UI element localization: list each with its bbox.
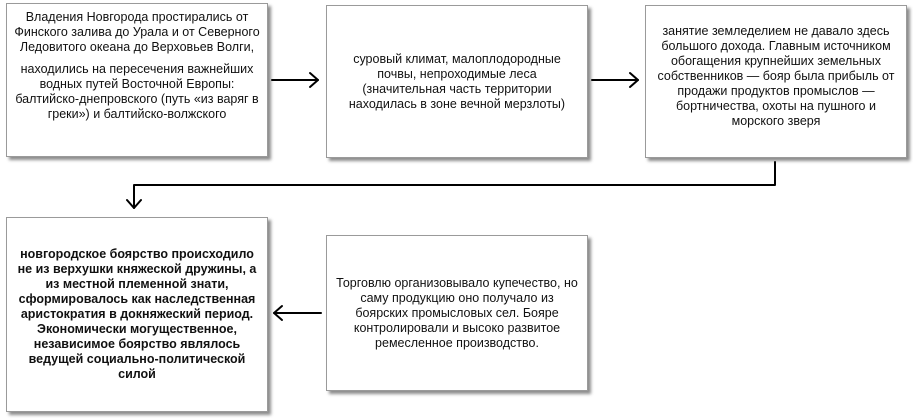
trade-text: Торговлю организовывало купечество, но саму продукцию оно получало из боярских промысловых сел. Бояре контролировали и высоко развитое ремесленное производство. (336, 275, 578, 350)
novgorod-lands-text-1: Владения Новгорода простирались от Финского залива до Урала и от Северного Ледовитого океана до Верховьев Волги, (14, 10, 260, 54)
climate-text-2: (значительная часть территории находилась в зоне вечной мерзлоты) (348, 81, 566, 111)
income-text: занятие земледелием не давало здесь большого дохода. Главным источником обогащения крупнейших земельных собственников — бояр была прибыль от продажи продуктов промыслов — бортничества, охоты на пушного и морского зверя (657, 24, 895, 128)
climate-text-1: суровый климат, малоплодородные почвы, непроходимые леса (353, 51, 561, 81)
arrow-lands-to-climate (272, 73, 318, 87)
arrow-income-to-boyars (127, 162, 775, 208)
boyars-text: новгородское боярство происходило не из верхушки княжеской дружины, а из местной племенной знати, сформировалось как наследственная аристократия в докняжеский период. Экономически могущественное, независимое боярство являлось ведущей социально-политической силой (17, 247, 257, 381)
novgorod-lands-text-2: находились на пересечения важнейших водных путей Восточной Европы: балтийско-днепровского (путь «из варяг в греки») и балтийско-волжского (15, 62, 259, 121)
arrow-climate-to-income (592, 73, 638, 87)
arrow-trade-to-boyars (274, 306, 321, 320)
